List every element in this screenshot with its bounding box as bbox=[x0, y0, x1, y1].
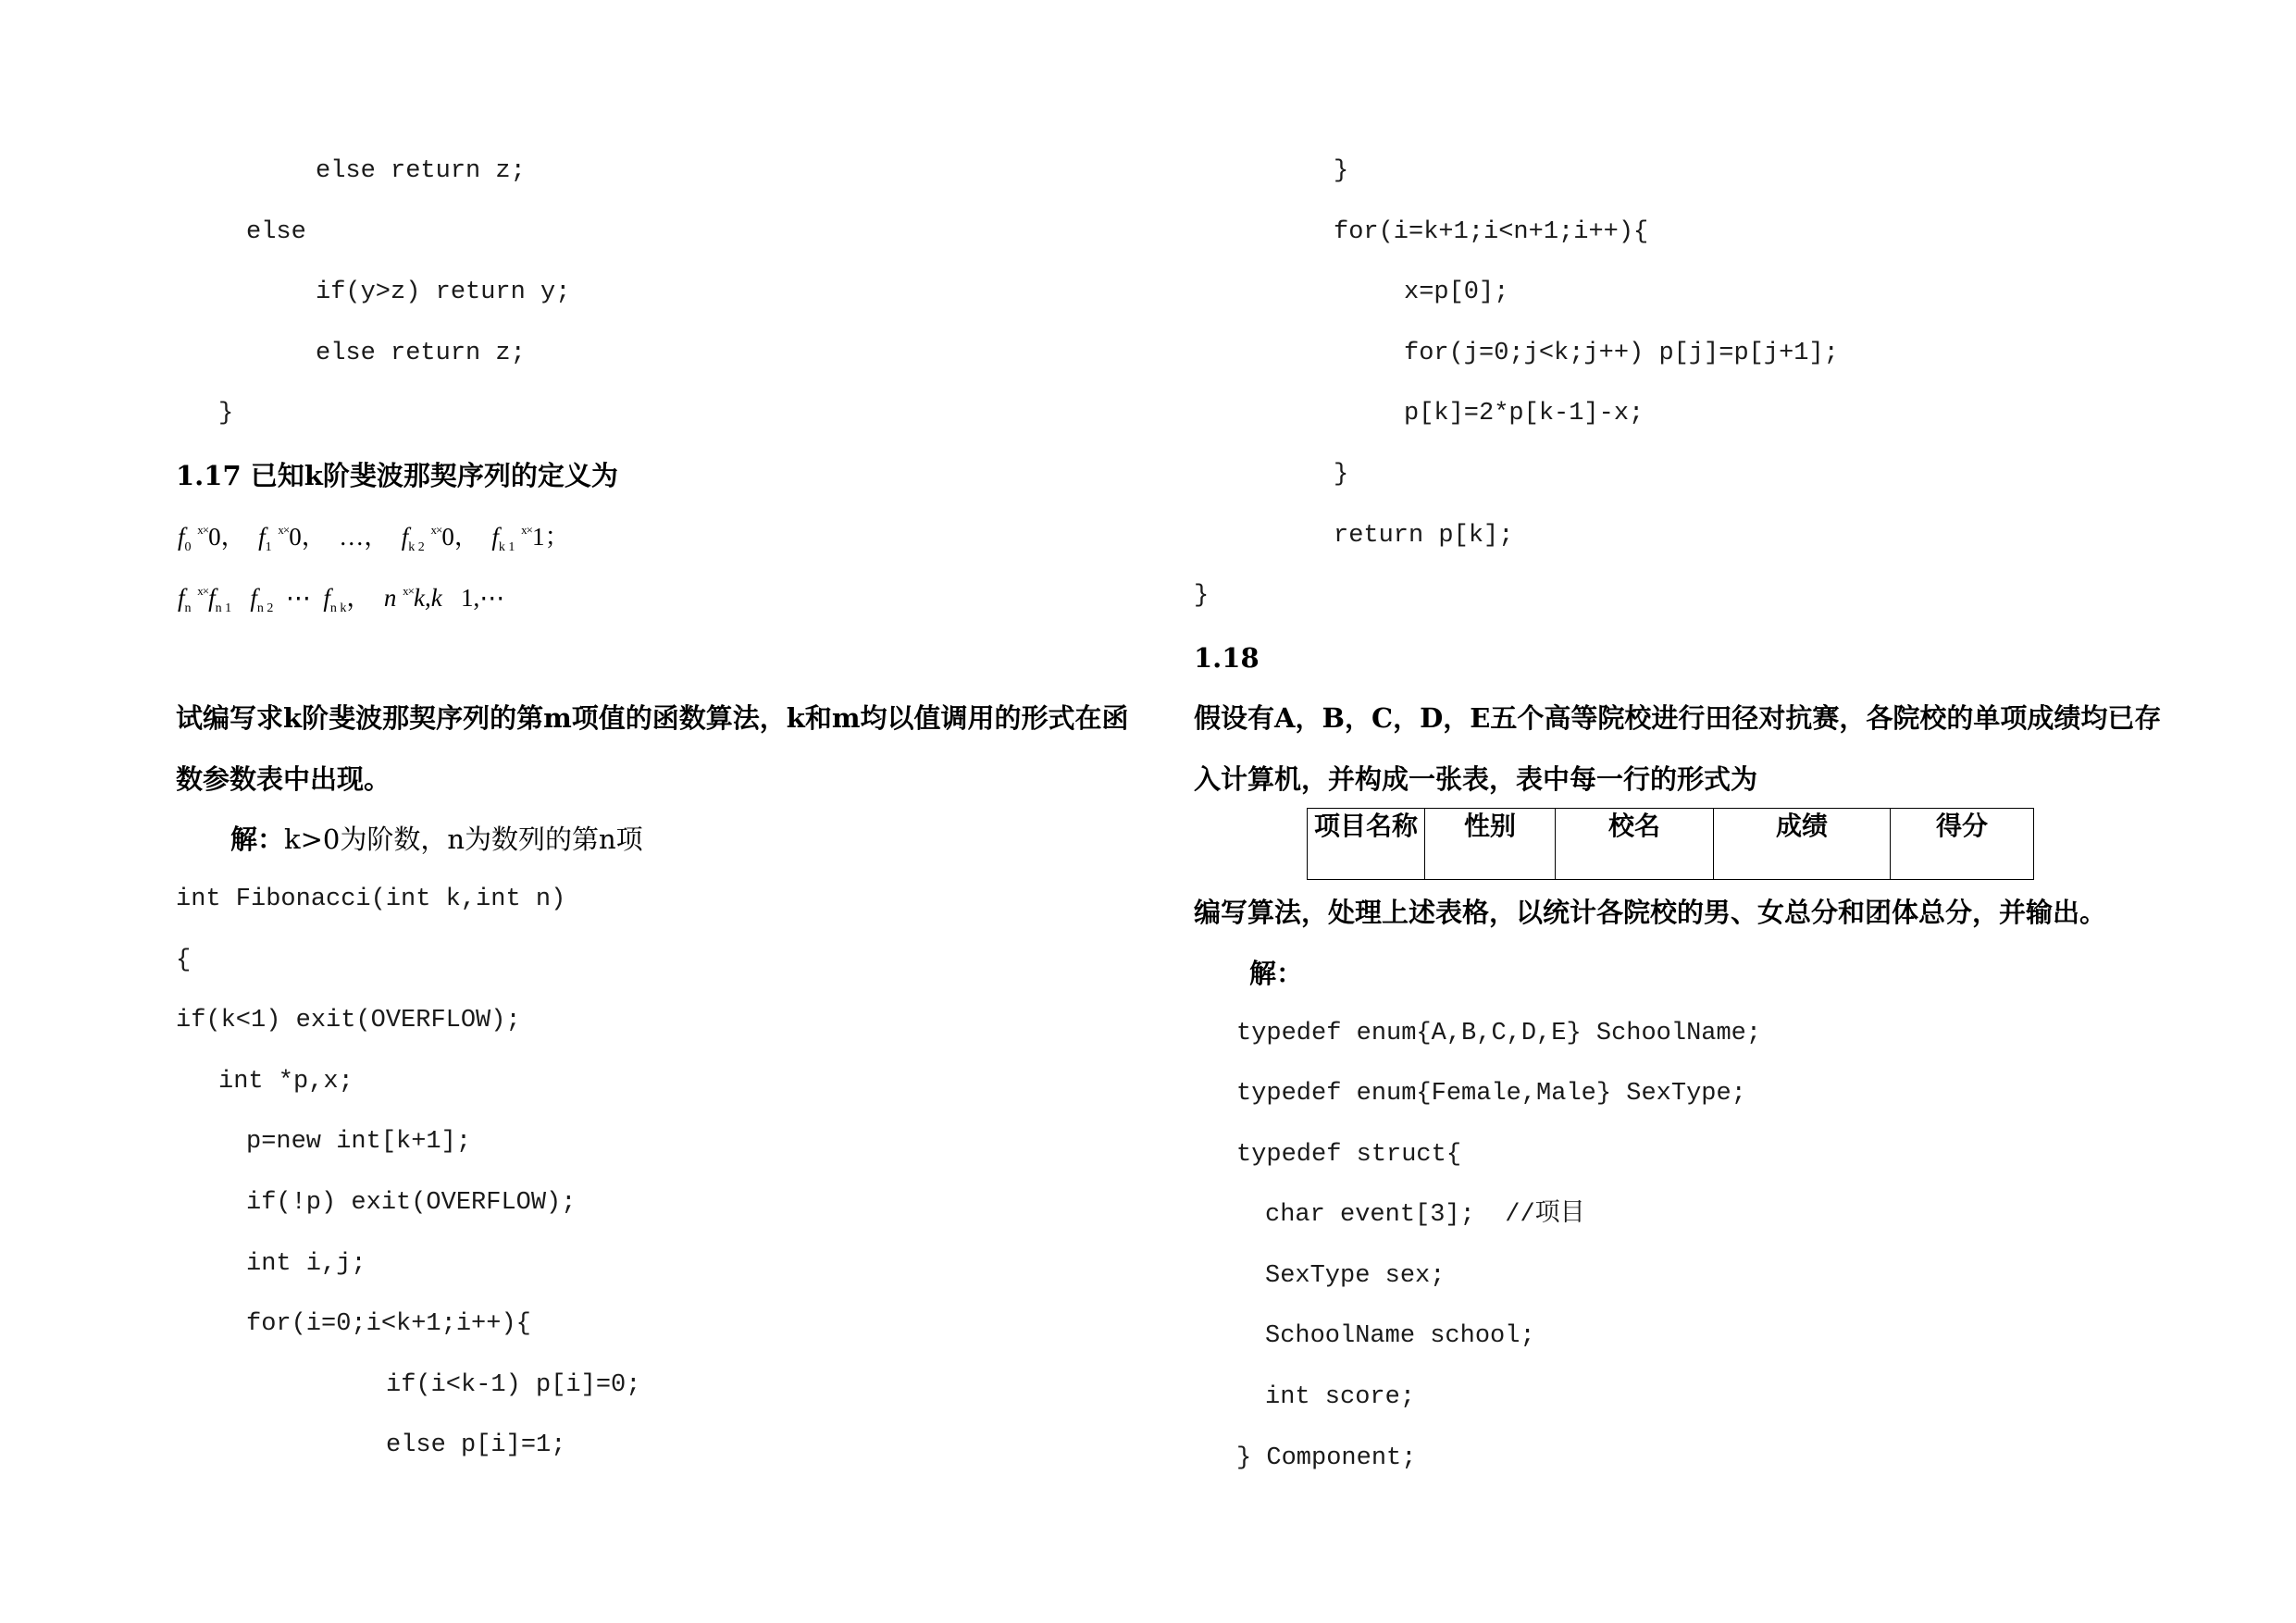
table-header-cell: 项目名称 bbox=[1308, 809, 1425, 880]
code-line: if(k<1) exit(OVERFLOW); bbox=[176, 1007, 521, 1035]
code-line: typedef enum{A,B,C,D,E} SchoolName; bbox=[1236, 1020, 1762, 1047]
task-text-line-2: 数参数表中出现。 bbox=[176, 763, 391, 795]
code-line: int score; bbox=[1265, 1383, 1416, 1411]
formula-initial-values: $f_0$ $^{x\times}$0， $f_1$ $^{x\times}$0， …， $f_{k 2}$ $^{x\times}$0， $f_{k 1}$ $^{x\times}$1； bbox=[178, 523, 570, 554]
code-line: for(j=0;j<k;j++) p[j]=p[j+1]; bbox=[1404, 340, 1839, 367]
code-line: int Fibonacci(int k,int n) bbox=[176, 886, 566, 913]
table-header-cell: 校名 bbox=[1556, 809, 1714, 880]
code-line: p[k]=2*p[k-1]-x; bbox=[1404, 400, 1644, 427]
code-line: if(y>z) return y; bbox=[316, 279, 571, 306]
code-line: SchoolName school; bbox=[1265, 1322, 1535, 1350]
code-line: if(i<k-1) p[i]=0; bbox=[386, 1371, 641, 1399]
code-line: typedef enum{Female,Male} SexType; bbox=[1236, 1080, 1746, 1108]
description-line-1: 假设有A，B，C，D，E五个高等院校进行田径对抗赛，各院校的单项成绩均已存 bbox=[1194, 702, 2162, 734]
code-line: { bbox=[176, 947, 192, 974]
section-heading-1-18: 1.18 bbox=[1194, 642, 1260, 674]
table-header-cell: 得分 bbox=[1891, 809, 2034, 880]
code-line: } bbox=[1334, 157, 1349, 185]
code-line: else return z; bbox=[316, 157, 526, 185]
code-line: } bbox=[218, 400, 234, 427]
code-line: } Component; bbox=[1236, 1444, 1417, 1472]
code-line: typedef struct{ bbox=[1236, 1141, 1462, 1169]
task-text-line-1: 试编写求k阶斐波那契序列的第m项值的函数算法，k和m均以值调用的形式在函 bbox=[176, 702, 1129, 734]
solution-label: 解： bbox=[1249, 958, 1304, 989]
code-line: } bbox=[1334, 461, 1349, 489]
table-header-cell: 成绩 bbox=[1714, 809, 1891, 880]
description-line-2: 入计算机，并构成一张表，表中每一行的形式为 bbox=[1194, 763, 1758, 795]
code-line: else return z; bbox=[316, 340, 526, 367]
task-text: 编写算法，处理上述表格，以统计各院校的男、女总分和团体总分，并输出。 bbox=[1194, 897, 2107, 928]
formula-recurrence: $f_n$ $^{x\times}f_{n 1}$ $f_{n 2}$ ⋯ $f_{n k}$， n $^{x\times}$k,k 1,⋯ bbox=[178, 584, 505, 615]
code-line: char event[3]; //项目 bbox=[1265, 1201, 1585, 1229]
solution-description: k>0为阶数，n为数列的第n项 bbox=[284, 824, 643, 855]
solution-label: 解： bbox=[230, 824, 285, 855]
code-line: } bbox=[1194, 582, 1210, 610]
code-line: for(i=k+1;i<n+1;i++){ bbox=[1334, 218, 1649, 246]
code-line: return p[k]; bbox=[1334, 522, 1514, 550]
code-line: for(i=0;i<k+1;i++){ bbox=[246, 1310, 531, 1338]
code-line: if(!p) exit(OVERFLOW); bbox=[246, 1189, 577, 1217]
code-line: x=p[0]; bbox=[1404, 279, 1509, 306]
table-row bbox=[1308, 809, 2034, 880]
section-heading-1-17: 1.17 已知k阶斐波那契序列的定义为 bbox=[176, 460, 618, 491]
code-line: else bbox=[246, 218, 306, 246]
record-format-table bbox=[1307, 808, 2034, 880]
code-line: int *p,x; bbox=[218, 1068, 354, 1096]
code-line: int i,j; bbox=[246, 1250, 366, 1278]
code-line: p=new int[k+1]; bbox=[246, 1128, 472, 1156]
table-header-cell: 性别 bbox=[1425, 809, 1556, 880]
code-line: SexType sex; bbox=[1265, 1262, 1446, 1290]
code-line: else p[i]=1; bbox=[386, 1431, 566, 1459]
